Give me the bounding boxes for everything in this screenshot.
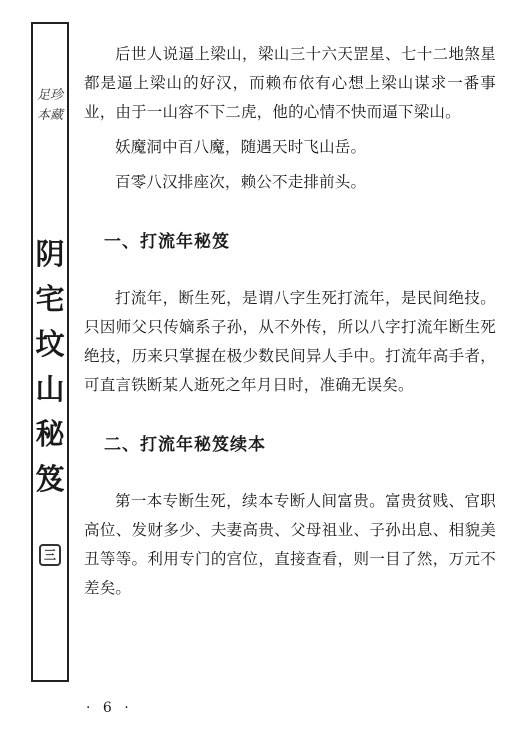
sidebar-frame	[31, 22, 69, 682]
chapter-mark: 三	[39, 544, 61, 566]
collection-seal	[33, 86, 67, 126]
page-number: · 6 ·	[86, 700, 133, 716]
paragraph: 妖魔洞中百八魔，随遇天时飞山岳。	[115, 138, 367, 156]
title-char: 宅	[35, 282, 65, 316]
title-char: 阴	[35, 237, 65, 271]
book-title-vertical	[33, 232, 67, 502]
title-char: 坟	[35, 327, 65, 361]
title-char: 山	[35, 372, 65, 406]
paragraph: 第一本专断生死，续本专断人间富贵。富贵贫贱、官职高位、发财多少、夫妻高贵、父母祖业、子孙出息、相貌美丑等等。利用专门的宫位，直接查看，则一目了然，万元不差矣。	[84, 492, 496, 597]
title-char: 笈	[35, 462, 65, 496]
paragraph: 打流年，断生死，是谓八字生死打流年，是民间绝技。只因师父只传嫡系子孙，从不外传，所以八字打流年断生死绝技，历来只掌握在极少数民间异人手中。打流年高手者，可直言铁断某人逝死之年月日时，准确无误矣。	[84, 289, 496, 394]
title-char: 秘	[35, 417, 65, 451]
paragraph: 百零八汉排座次，赖公不走排前头。	[115, 173, 367, 191]
page-content	[84, 40, 496, 603]
seal-line: 足珍	[36, 88, 63, 103]
section-heading: 一、打流年秘笈	[104, 232, 230, 252]
section-heading: 二、打流年秘笈续本	[104, 435, 266, 455]
seal-line: 本藏	[36, 108, 63, 123]
paragraph: 后世人说逼上梁山，梁山三十六天罡星、七十二地煞星都是逼上梁山的好汉，而赖布依有心想上梁山谋求一番事业，由于一山容不下二虎，他的心情不快而逼下梁山。	[84, 45, 496, 121]
